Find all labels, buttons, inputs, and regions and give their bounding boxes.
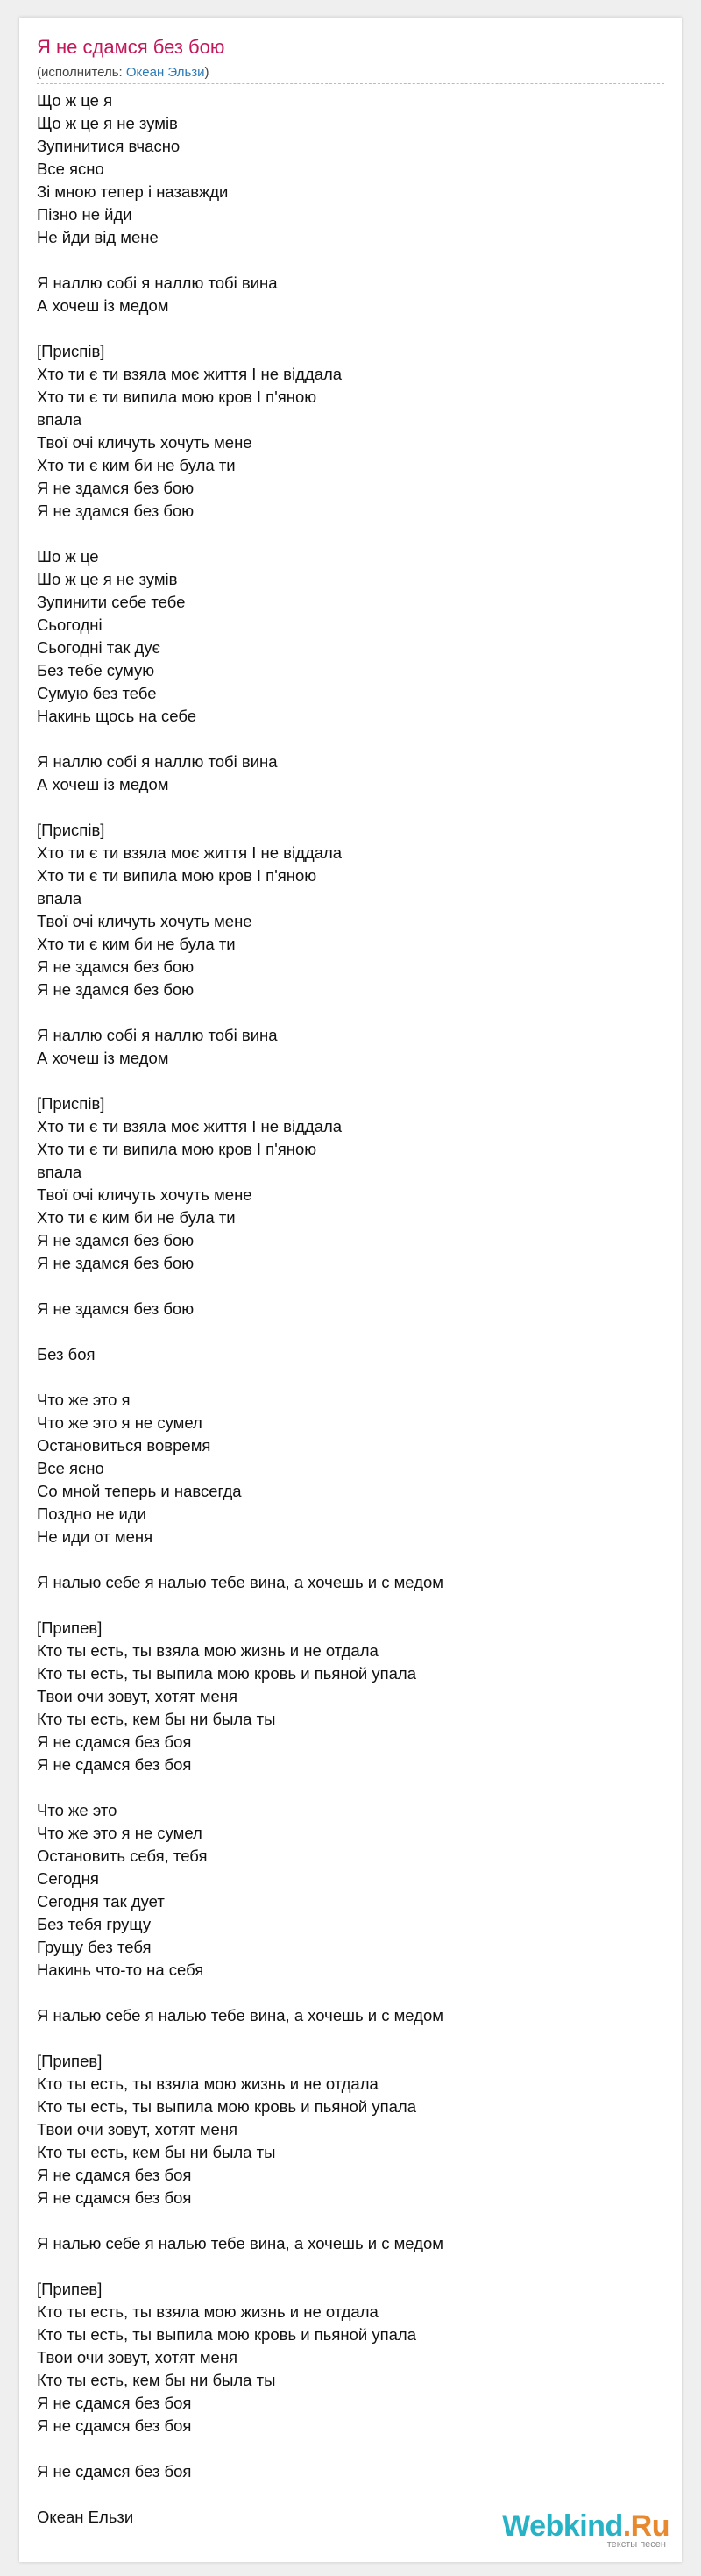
lyric-line bbox=[37, 728, 664, 751]
lyric-line: Кто ты есть, кем бы ни была ты bbox=[37, 2143, 276, 2161]
lyric-line: впала bbox=[37, 1163, 82, 1181]
lyric-line: Кто ты есть, кем бы ни была ты bbox=[37, 1710, 276, 1728]
lyric-line bbox=[37, 1001, 664, 1024]
lyric-line: Я не сдамся без боя bbox=[37, 2394, 192, 2412]
lyric-line: Я не здамся без бою bbox=[37, 1231, 195, 1249]
artist-link[interactable]: Океан Эльзи bbox=[125, 65, 205, 80]
lyric-line: Зупинити себе тебе bbox=[37, 593, 186, 611]
lyric-line bbox=[37, 796, 664, 819]
logo-suffix: .Ru bbox=[622, 2509, 669, 2543]
lyric-line: Я налью себе я налью тебе вина, а хочешь и с медом bbox=[37, 2234, 443, 2252]
footer-artist-name: Океан Ельзи bbox=[37, 2508, 134, 2526]
lyric-line: Твої очі кличуть хочуть мене bbox=[37, 1185, 252, 1204]
lyrics-text bbox=[37, 89, 664, 2483]
lyric-line: Твои очи зовут, хотят меня bbox=[37, 2120, 238, 2138]
lyric-line: Я не сдамся без боя bbox=[37, 1755, 192, 1774]
lyric-line bbox=[37, 1982, 664, 2004]
lyric-line: Хто ти є ти випила мою кров І п'яною bbox=[37, 1140, 317, 1158]
lyric-line: А хочеш із медом bbox=[37, 296, 169, 315]
lyric-line: Твої очі кличуть хочуть мене bbox=[37, 912, 252, 930]
lyric-line: Я не сдамся без боя bbox=[37, 2188, 192, 2207]
lyric-line: Без тебе сумую bbox=[37, 661, 155, 680]
lyric-line: Я налью себе я налью тебе вина, а хочешь и с медом bbox=[37, 1573, 443, 1591]
lyric-line: Я наллю собі я наллю тобі вина bbox=[37, 274, 278, 292]
lyric-line: Поздно не иди bbox=[37, 1505, 147, 1523]
lyric-line: Что же это я не сумел bbox=[37, 1824, 202, 1842]
lyric-line bbox=[37, 2437, 664, 2460]
lyric-line bbox=[37, 2210, 664, 2232]
logo-text bbox=[502, 2511, 669, 2541]
lyric-line: Хто ти є ким би не була ти bbox=[37, 935, 236, 953]
lyric-line: Я не здамся без бою bbox=[37, 980, 195, 999]
lyric-line: Не иди от меня bbox=[37, 1527, 153, 1546]
lyric-line: Що ж це я bbox=[37, 91, 113, 110]
lyric-line: [Приспів] bbox=[37, 342, 105, 360]
lyric-line: Грущу без тебя bbox=[37, 1938, 152, 1956]
lyric-line: А хочеш із медом bbox=[37, 1049, 169, 1067]
lyric-line bbox=[37, 1776, 664, 1799]
lyric-line bbox=[37, 1275, 664, 1298]
lyric-line: Я не сдамся без боя bbox=[37, 1733, 192, 1751]
lyric-line: Хто ти є ти випила мою кров І п'яною bbox=[37, 866, 317, 885]
lyric-line: Без боя bbox=[37, 1345, 96, 1363]
lyric-line: Что же это я не сумел bbox=[37, 1413, 202, 1432]
lyric-line: А хочеш із медом bbox=[37, 775, 169, 793]
lyric-line: Хто ти є ти взяла моє життя І не віддала bbox=[37, 1117, 343, 1135]
song-title: Я не сдамся без бою bbox=[37, 36, 225, 58]
artist-prefix: (исполнитель: bbox=[37, 65, 126, 80]
site-logo[interactable] bbox=[502, 2511, 669, 2550]
lyric-line: Сьогодні так дує bbox=[37, 638, 161, 657]
lyric-line: [Приспів] bbox=[37, 1094, 105, 1113]
lyric-line: Зі мною тепер і назавжди bbox=[37, 182, 229, 201]
lyric-line: Со мной теперь и навсегда bbox=[37, 1482, 242, 1500]
lyric-line: Хто ти є ти взяла моє життя І не віддала bbox=[37, 365, 343, 383]
lyric-line bbox=[37, 2027, 664, 2050]
lyric-line: Кто ты есть, ты выпила мою кровь и пьяной упала bbox=[37, 2325, 416, 2344]
lyric-line: Я не сдамся без боя bbox=[37, 2416, 192, 2435]
lyric-line: Накинь щось на себе bbox=[37, 707, 197, 725]
lyric-line: Я не здамся без бою bbox=[37, 1254, 195, 1272]
lyric-line: Я не здамся без бою bbox=[37, 502, 195, 520]
lyric-line: Кто ты есть, ты взяла мою жизнь и не отдала bbox=[37, 2074, 379, 2093]
lyric-line: Твої очі кличуть хочуть мене bbox=[37, 433, 252, 452]
lyric-line: Твои очи зовут, хотят меня bbox=[37, 1687, 238, 1705]
lyric-line: Что же это я bbox=[37, 1391, 131, 1409]
lyric-line: Накинь что-то на себя bbox=[37, 1960, 204, 1979]
lyric-line bbox=[37, 2255, 664, 2278]
lyric-line: Без тебя грущу bbox=[37, 1915, 152, 1933]
artist-line bbox=[37, 65, 209, 81]
lyric-line: Хто ти є ким би не була ти bbox=[37, 1208, 236, 1227]
lyric-line: Все ясно bbox=[37, 1459, 104, 1477]
header-divider bbox=[37, 83, 664, 84]
lyric-line: Кто ты есть, кем бы ни была ты bbox=[37, 2371, 276, 2389]
lyric-line bbox=[37, 249, 664, 272]
lyric-line: Я не сдамся без боя bbox=[37, 2462, 192, 2480]
lyrics-card bbox=[19, 18, 682, 2562]
lyric-line: впала bbox=[37, 410, 82, 429]
lyric-line: Що ж це я не зумів bbox=[37, 114, 178, 132]
logo-main: Webkind bbox=[502, 2509, 623, 2543]
lyric-line: Не йди від мене bbox=[37, 228, 159, 246]
lyric-line bbox=[37, 1320, 664, 1343]
lyric-line: Сьогодні bbox=[37, 616, 103, 634]
lyric-line: [Приспів] bbox=[37, 821, 105, 839]
lyric-line: Все ясно bbox=[37, 160, 104, 178]
lyric-line: Хто ти є ти випила мою кров І п'яною bbox=[37, 388, 317, 406]
lyric-line: Хто ти є ким би не була ти bbox=[37, 456, 236, 474]
lyric-line: Что же это bbox=[37, 1801, 117, 1819]
lyric-line: Кто ты есть, ты выпила мою кровь и пьяной упала bbox=[37, 1664, 416, 1683]
lyric-line: Я наллю собі я наллю тобі вина bbox=[37, 752, 278, 771]
lyric-line bbox=[37, 1594, 664, 1617]
lyric-line: Сегодня bbox=[37, 1869, 99, 1888]
artist-suffix: ) bbox=[204, 65, 209, 80]
lyric-line: Шо ж це bbox=[37, 547, 99, 566]
lyric-line: Остановить себя, тебя bbox=[37, 1847, 208, 1865]
lyric-line: Сегодня так дует bbox=[37, 1892, 165, 1911]
lyric-line: Шо ж це я не зумів bbox=[37, 570, 178, 588]
lyric-line: Я не здамся без бою bbox=[37, 957, 195, 976]
lyric-line: Пізно не йди bbox=[37, 205, 132, 224]
lyric-line: [Припев] bbox=[37, 2052, 103, 2070]
lyric-line bbox=[37, 1548, 664, 1571]
lyric-line: Я не здамся без бою bbox=[37, 1299, 195, 1318]
lyric-line: Я не сдамся без боя bbox=[37, 2166, 192, 2184]
lyric-line: Хто ти є ти взяла моє життя І не віддала bbox=[37, 843, 343, 862]
lyric-line bbox=[37, 523, 664, 545]
lyric-line bbox=[37, 1366, 664, 1389]
lyric-line: Я не здамся без бою bbox=[37, 479, 195, 497]
lyric-line: Кто ты есть, ты выпила мою кровь и пьяной упала bbox=[37, 2097, 416, 2116]
lyric-line: Остановиться вовремя bbox=[37, 1436, 211, 1455]
lyric-line: [Припев] bbox=[37, 1619, 103, 1637]
lyric-line: Я наллю собі я наллю тобі вина bbox=[37, 1026, 278, 1044]
lyric-line bbox=[37, 1070, 664, 1092]
lyric-line: [Припев] bbox=[37, 2280, 103, 2298]
lyric-line: Твои очи зовут, хотят меня bbox=[37, 2348, 238, 2366]
lyric-line: Зупинитися вчасно bbox=[37, 137, 181, 155]
lyric-line: Я налью себе я налью тебе вина, а хочешь и с медом bbox=[37, 2006, 443, 2025]
lyric-line bbox=[37, 317, 664, 340]
lyric-line: Сумую без тебе bbox=[37, 684, 157, 702]
lyric-line: Кто ты есть, ты взяла мою жизнь и не отдала bbox=[37, 1641, 379, 1660]
logo-subtitle: тексты песен bbox=[606, 2539, 666, 2550]
lyric-line: впала bbox=[37, 889, 82, 907]
lyric-line: Кто ты есть, ты взяла мою жизнь и не отдала bbox=[37, 2302, 379, 2321]
